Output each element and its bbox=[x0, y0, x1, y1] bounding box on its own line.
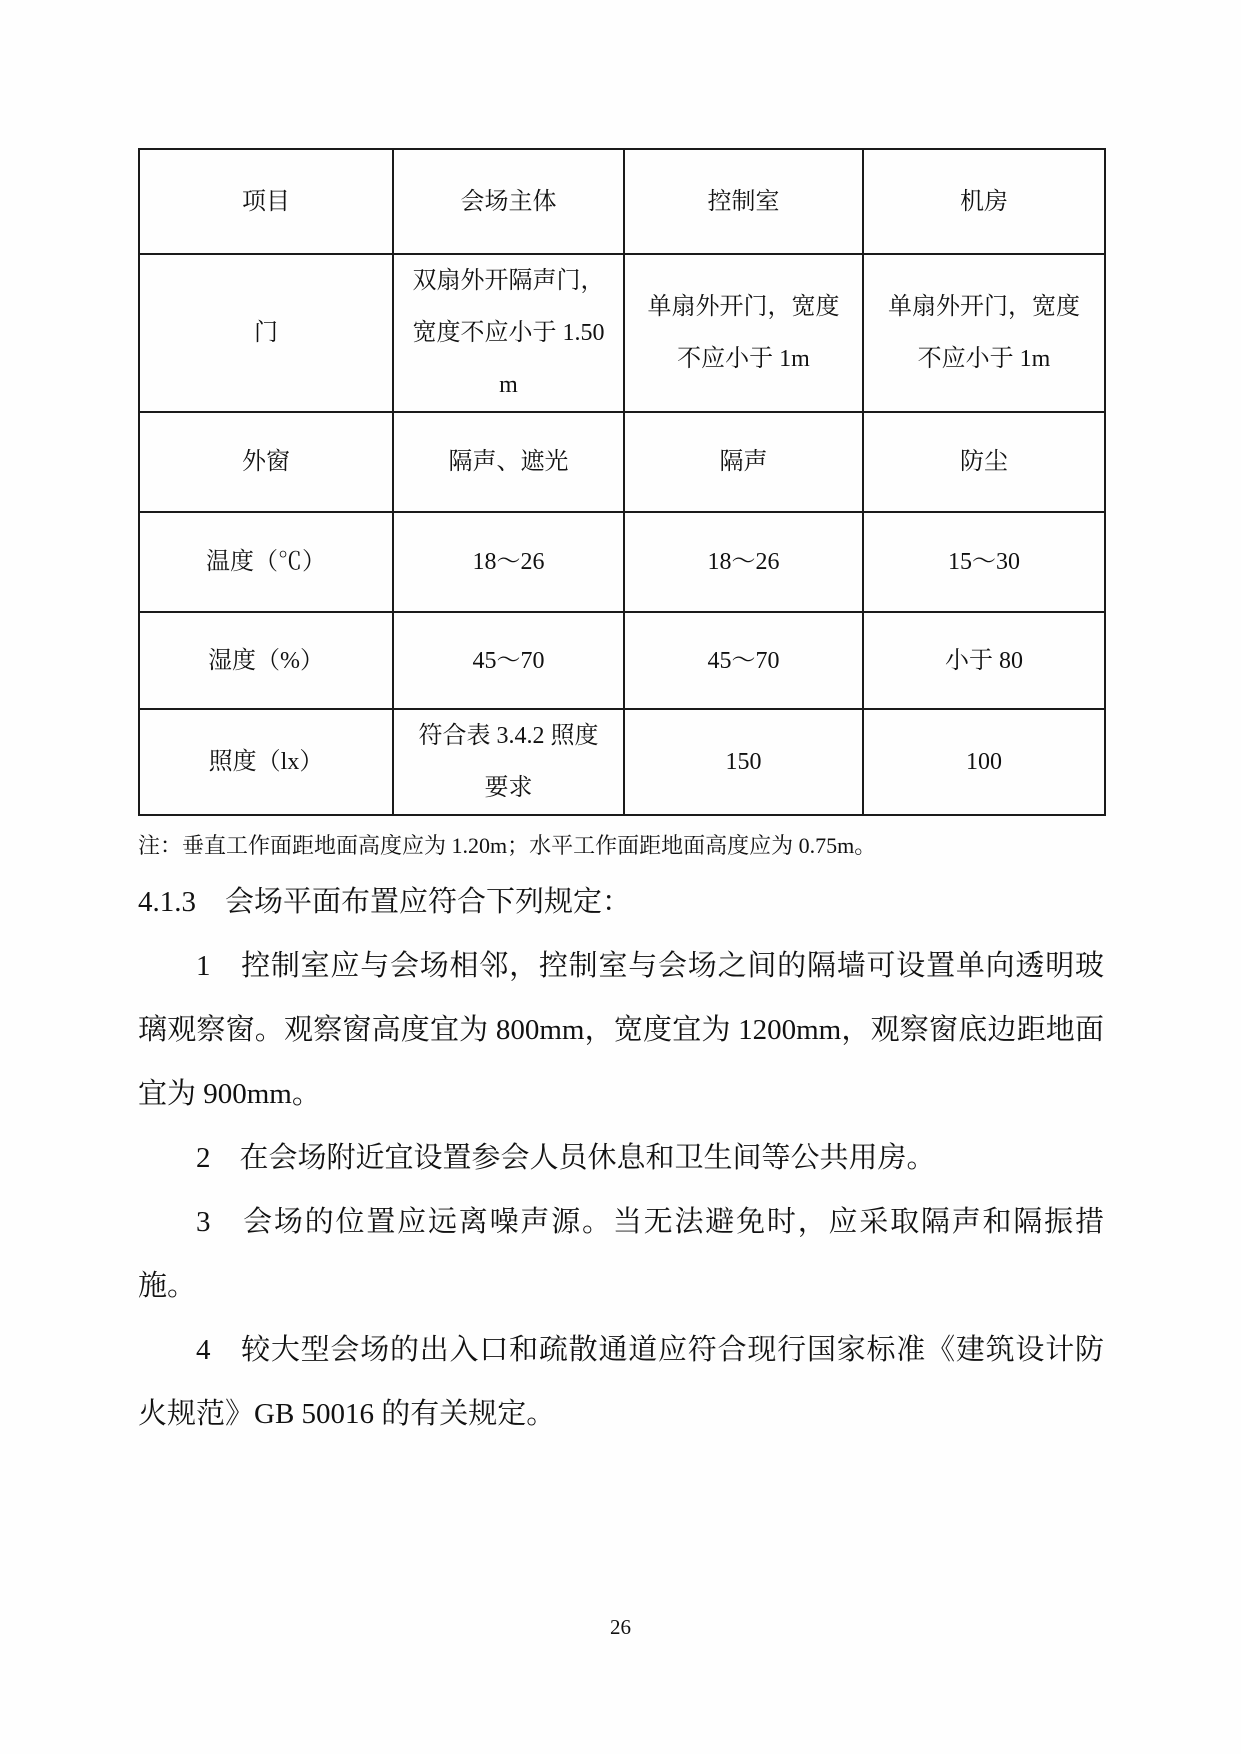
table-row-humidity bbox=[139, 612, 1105, 709]
section-heading-4-1-3: 4.1.3 会场平面布置应符合下列规定： bbox=[138, 886, 632, 918]
row-label-humidity: 湿度（%） bbox=[139, 612, 393, 709]
cell-illuminance-machine: 100 bbox=[863, 709, 1105, 815]
clause-item-2: 2 在会场附近宜设置参会人员休息和卫生间等公共用房。 bbox=[196, 1142, 936, 1174]
cell-temperature-venue: 18～26 bbox=[393, 512, 624, 612]
table-row-illuminance bbox=[139, 709, 1105, 815]
cell-humidity-control: 45～70 bbox=[624, 612, 863, 709]
row-label-door: 门 bbox=[139, 254, 393, 412]
cell-humidity-venue: 45～70 bbox=[393, 612, 624, 709]
clause-item-4: 4 较大型会场的出入口和疏散通道应符合现行国家标准《建筑设计防火规范》GB 50016 的有关规定。 bbox=[138, 1334, 1104, 1430]
table-row-window bbox=[139, 412, 1105, 512]
clause-item-1: 1 控制室应与会场相邻，控制室与会场之间的隔墙可设置单向透明玻璃观察窗。观察窗高度宜为 800mm，宽度宜为 1200mm，观察窗底边距地面宜为 900mm。 bbox=[138, 950, 1104, 1110]
cell-illuminance-venue: 符合表 3.4.2 照度要求 bbox=[393, 709, 624, 815]
cell-temperature-control: 18～26 bbox=[624, 512, 863, 612]
cell-door-venue: 双扇外开隔声门，宽度不应小于 1.50 m bbox=[393, 254, 624, 412]
requirements-table bbox=[138, 148, 1106, 816]
cell-door-control: 单扇外开门，宽度不应小于 1m bbox=[624, 254, 863, 412]
cell-temperature-machine: 15～30 bbox=[863, 512, 1105, 612]
row-label-temperature: 温度（℃） bbox=[139, 512, 393, 612]
table-row-door bbox=[139, 254, 1105, 412]
cell-door-machine: 单扇外开门，宽度不应小于 1m bbox=[863, 254, 1105, 412]
table-row-temperature bbox=[139, 512, 1105, 612]
page-number: 26 bbox=[610, 1615, 631, 1639]
page-content bbox=[138, 0, 1104, 1446]
row-label-illuminance: 照度（lx） bbox=[139, 709, 393, 815]
cell-humidity-machine: 小于 80 bbox=[863, 612, 1105, 709]
header-machine-room: 机房 bbox=[863, 149, 1105, 254]
table-note: 注：垂直工作面距地面高度应为 1.20m；水平工作面距地面高度应为 0.75m。 bbox=[138, 833, 877, 858]
row-label-window: 外窗 bbox=[139, 412, 393, 512]
header-venue-main: 会场主体 bbox=[393, 149, 624, 254]
cell-window-control: 隔声 bbox=[624, 412, 863, 512]
cell-window-machine: 防尘 bbox=[863, 412, 1105, 512]
header-item: 项目 bbox=[139, 149, 393, 254]
table-header-row bbox=[139, 149, 1105, 254]
cell-window-venue: 隔声、遮光 bbox=[393, 412, 624, 512]
cell-illuminance-control: 150 bbox=[624, 709, 863, 815]
clause-item-3: 3 会场的位置应远离噪声源。当无法避免时，应采取隔声和隔振措施。 bbox=[138, 1206, 1104, 1302]
header-control-room: 控制室 bbox=[624, 149, 863, 254]
